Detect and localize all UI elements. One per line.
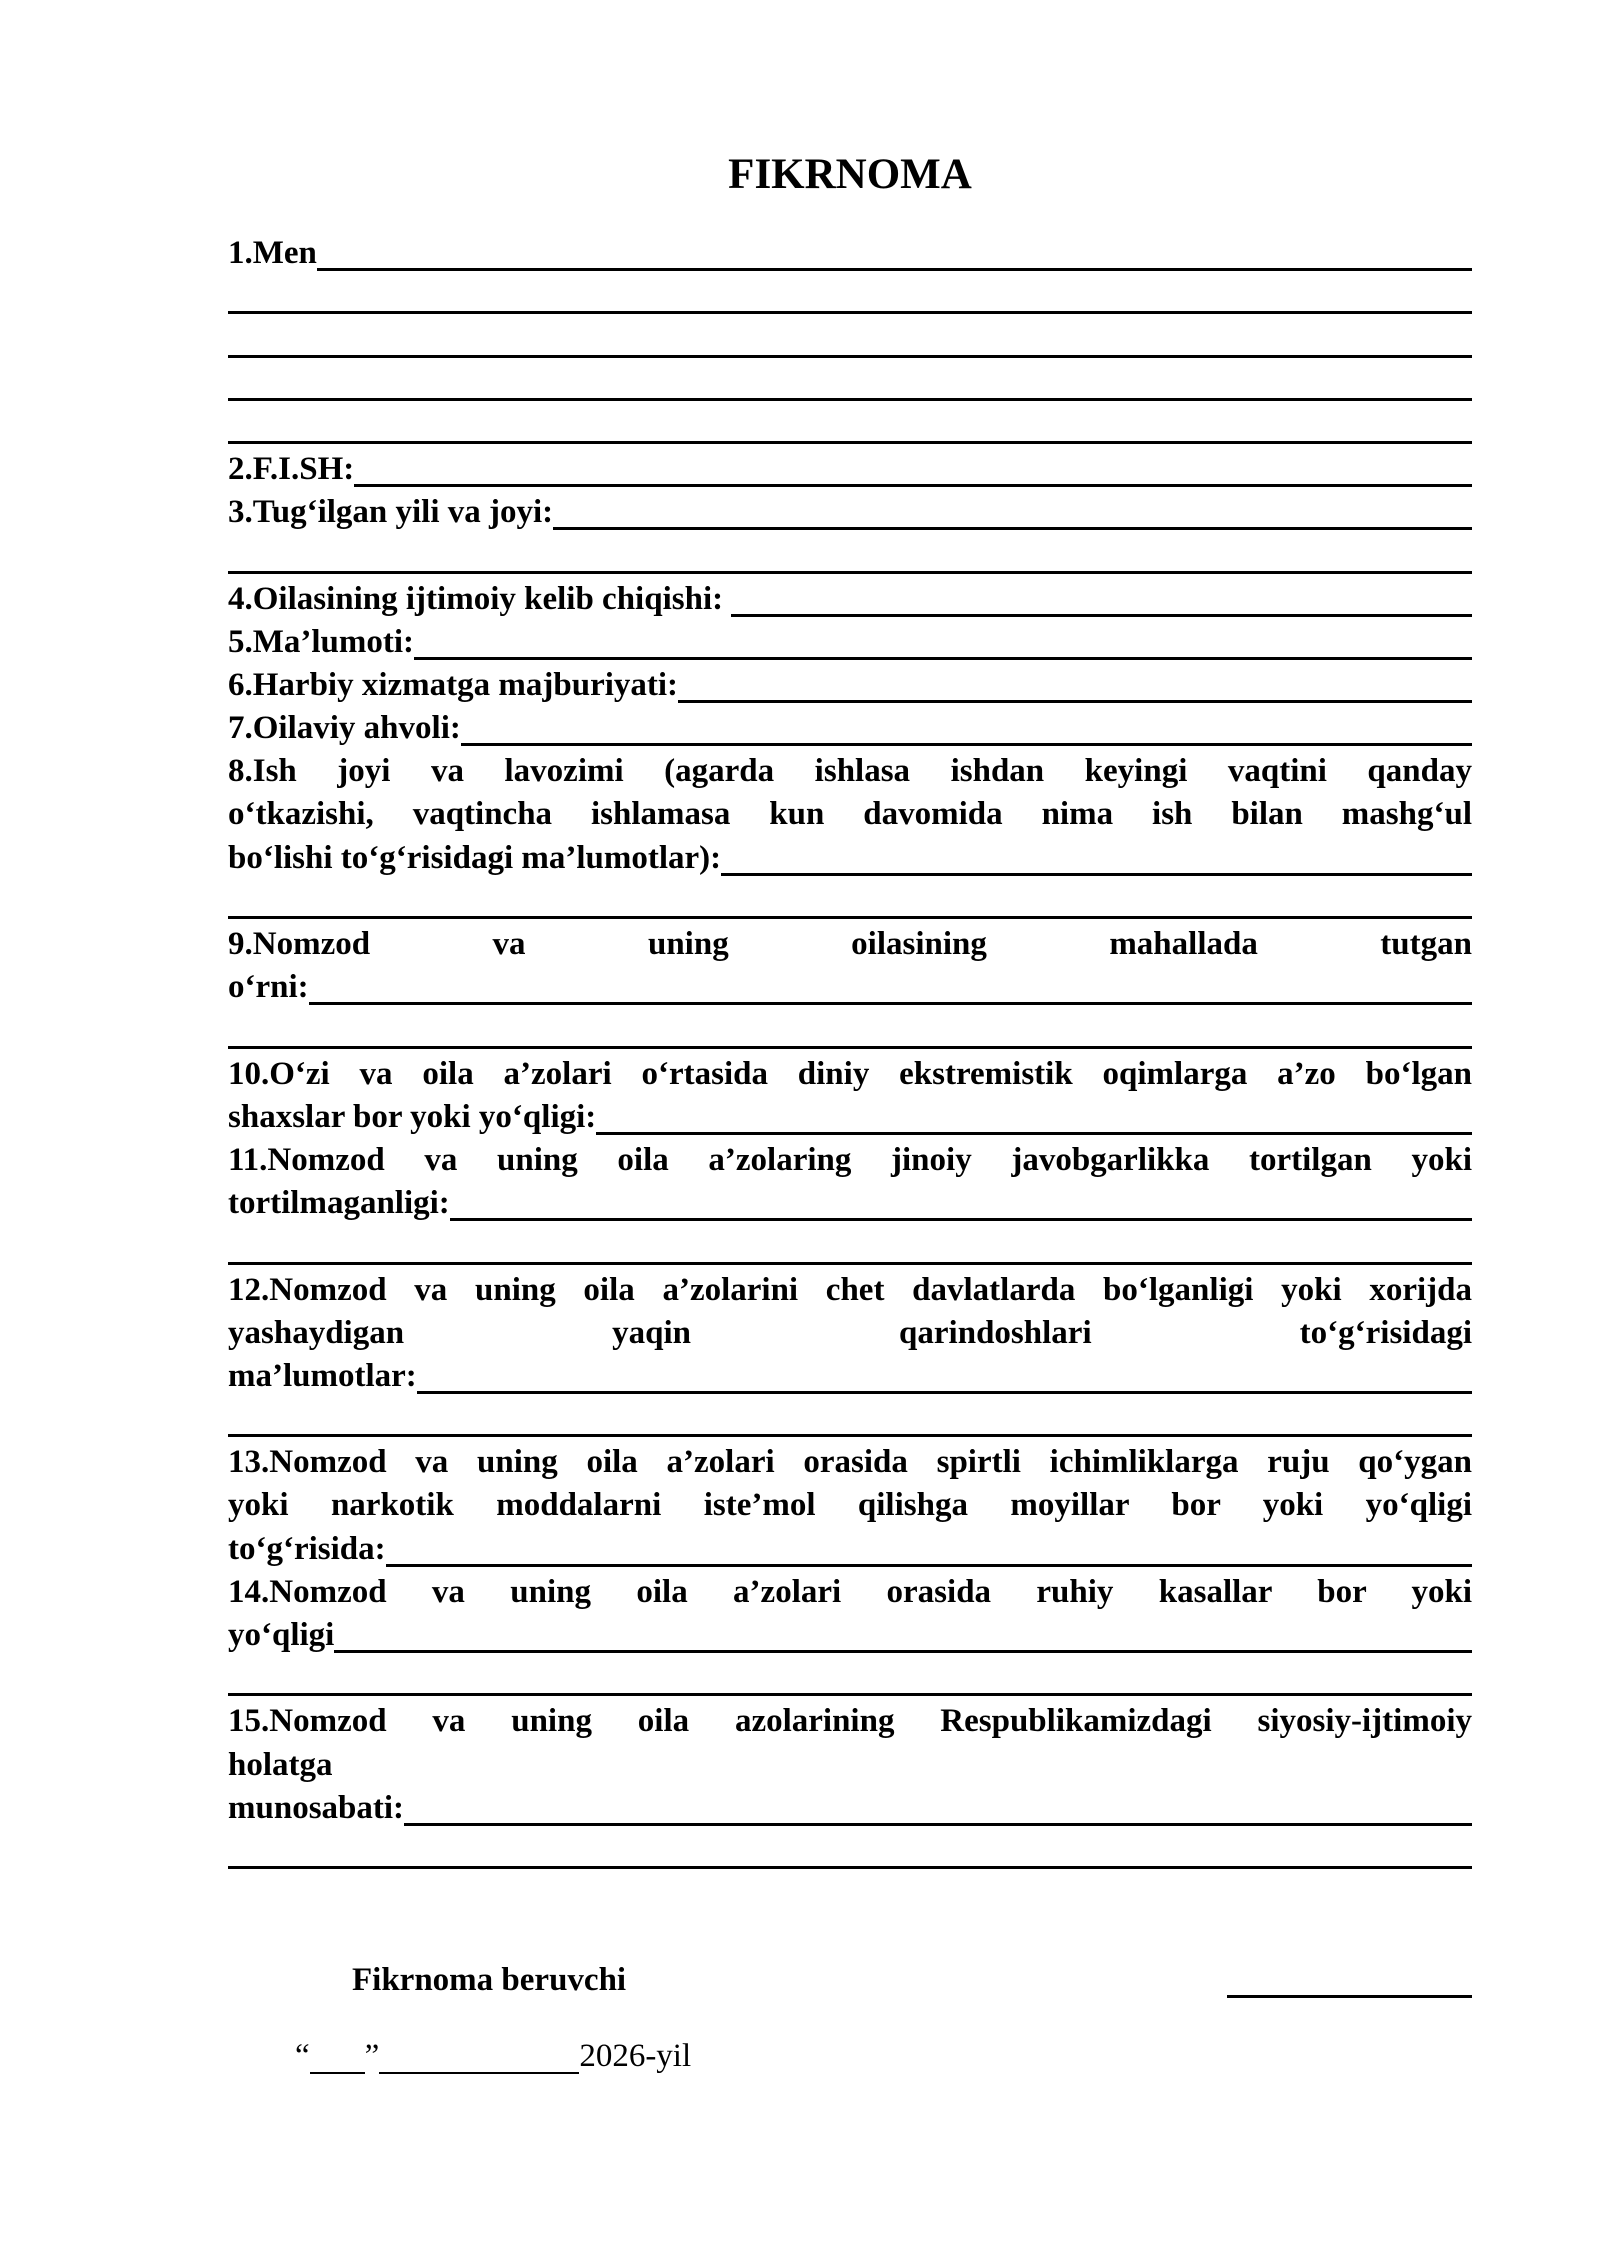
form-field-line: [228, 707, 1472, 750]
paragraph-line: 8.Ish joyi va lavozimi (agarda ishlasa ishdan keyingi vaqtini qanday: [228, 753, 1472, 790]
paragraph-line: 9.Nomzod va uning oilasining mahallada tutgan: [228, 926, 1472, 962]
document-title: FIKRNOMA: [728, 151, 972, 198]
field-label: 5.Ma’lumoti:: [228, 623, 415, 660]
blank-underline: [417, 1355, 1472, 1394]
paragraph-line: 12.Nomzod va uning oila a’zolarini chet davlatlarda bo‘lganligi yoki xorijda: [228, 1271, 1472, 1308]
blank-underline: [228, 1009, 1472, 1048]
blank-underline: [228, 534, 1472, 573]
blank-underline: [386, 1528, 1472, 1567]
signature-row: [228, 1959, 1472, 2002]
paragraph-line: yashaydigan yaqin qarindoshlari to‘g‘risidagi: [228, 1314, 1472, 1351]
field-label: 4.Oilasining ijtimoiy kelib chiqishi:: [228, 580, 732, 617]
date-day-blank-line: [310, 2035, 365, 2073]
blank-underline: [228, 1225, 1472, 1264]
blank-underline: [354, 448, 1472, 487]
field-label: bo‘lishi to‘g‘risidagi ma’lumotlar):: [228, 839, 722, 876]
document-content: [228, 150, 1472, 2079]
field-label: munosabati:: [228, 1789, 405, 1826]
paragraph-line: 11.Nomzod va uning oila a’zolaring jinoiy javobgarlikka tortilgan yoki: [228, 1141, 1472, 1178]
blank-line: [228, 880, 1472, 923]
form-field-line: [228, 491, 1472, 534]
paragraph-line: 15.Nomzod va uning oila azolarining Respublikamizdagi siyosiy-ijtimoiy: [228, 1703, 1472, 1740]
blank-underline: [450, 1182, 1472, 1221]
blank-underline: [317, 232, 1472, 271]
blank-underline: [228, 880, 1472, 919]
form-field-line: [228, 1096, 1472, 1139]
field-label: 3.Tug‘ilgan yili va joyi:: [228, 494, 554, 531]
blank-underline: [721, 837, 1472, 876]
blank-underline: [228, 318, 1472, 357]
blank-underline: [228, 1657, 1472, 1696]
blank-underline: [596, 1096, 1472, 1135]
blank-line: [228, 405, 1472, 448]
date-row: [228, 2035, 1472, 2078]
blank-line: [228, 1398, 1472, 1441]
field-label: shaxslar bor yoki yo‘qligi:: [228, 1098, 597, 1135]
blank-underline: [404, 1787, 1472, 1826]
field-label: 2.F.I.SH:: [228, 450, 355, 487]
blank-line: [228, 362, 1472, 405]
date-year-label: 2026-yil: [579, 2038, 692, 2075]
signature-label: Fikrnoma beruvchi: [352, 1962, 627, 1999]
form-field-line: [228, 232, 1472, 275]
field-label: 7.Oilaviy ahvoli:: [228, 710, 461, 747]
field-label: o‘rni:: [228, 969, 309, 1006]
blank-line: [228, 1225, 1472, 1268]
blank-line: [228, 534, 1472, 577]
blank-line: [228, 1830, 1472, 1873]
blank-line: [228, 1009, 1472, 1052]
blank-underline: [228, 1830, 1472, 1869]
field-label: 6.Harbiy xizmatga majburiyati:: [228, 666, 679, 703]
form-field-line: [228, 578, 1472, 621]
document-body: [228, 232, 1472, 1873]
blank-line: [228, 318, 1472, 361]
paragraph-line: o‘tkazishi, vaqtincha ishlamasa kun davomida nima ish bilan mashg‘ul: [228, 796, 1472, 833]
paragraph-line: holatga: [228, 1746, 333, 1783]
blank-underline: [228, 275, 1472, 314]
field-label: tortilmaganligi:: [228, 1185, 450, 1222]
blank-underline: [461, 707, 1472, 746]
form-field-line: [228, 1355, 1472, 1398]
form-field-line: [228, 448, 1472, 491]
field-label: yo‘qligi: [228, 1617, 335, 1653]
form-field-line: [228, 837, 1472, 880]
form-field-line: [228, 966, 1472, 1009]
form-field-line: [228, 1787, 1472, 1830]
blank-underline: [228, 362, 1472, 401]
blank-underline: [309, 966, 1472, 1005]
paragraph-line: 13.Nomzod va uning oila a’zolari orasida spirtli ichimliklarga ruju qo‘ygan: [228, 1444, 1472, 1481]
date-open-quote: “: [295, 2038, 310, 2075]
paragraph-line: yoki narkotik moddalarni iste’mol qilishga moyillar bor yoki yo‘qligi: [228, 1487, 1472, 1524]
form-field-line: [228, 1614, 1472, 1657]
blank-underline: [553, 491, 1472, 530]
form-field-line: [228, 664, 1472, 707]
blank-line: [228, 275, 1472, 318]
blank-underline: [731, 578, 1472, 617]
blank-underline: [414, 621, 1472, 660]
date-month-blank-line: [379, 2035, 579, 2073]
blank-underline: [228, 405, 1472, 444]
blank-underline: [334, 1614, 1472, 1653]
form-field-line: [228, 621, 1472, 664]
field-label: 1.Men: [228, 235, 317, 271]
field-label: to‘g‘risida:: [228, 1530, 386, 1567]
blank-underline: [678, 664, 1472, 703]
date-close-quote: ”: [364, 2038, 380, 2075]
paragraph-line: 10.O‘zi va oila a’zolari o‘rtasida diniy ekstremistik oqimlarga a’zo bo‘lgan: [228, 1055, 1472, 1092]
blank-line: [228, 1657, 1472, 1700]
field-label: ma’lumotlar:: [228, 1357, 417, 1394]
form-field-line: [228, 1182, 1472, 1225]
blank-underline: [228, 1398, 1472, 1437]
paragraph-line: 14.Nomzod va uning oila a’zolari orasida ruhiy kasallar bor yoki: [228, 1573, 1472, 1610]
form-field-line: [228, 1528, 1472, 1571]
signature-blank-line: [1227, 1959, 1472, 1998]
